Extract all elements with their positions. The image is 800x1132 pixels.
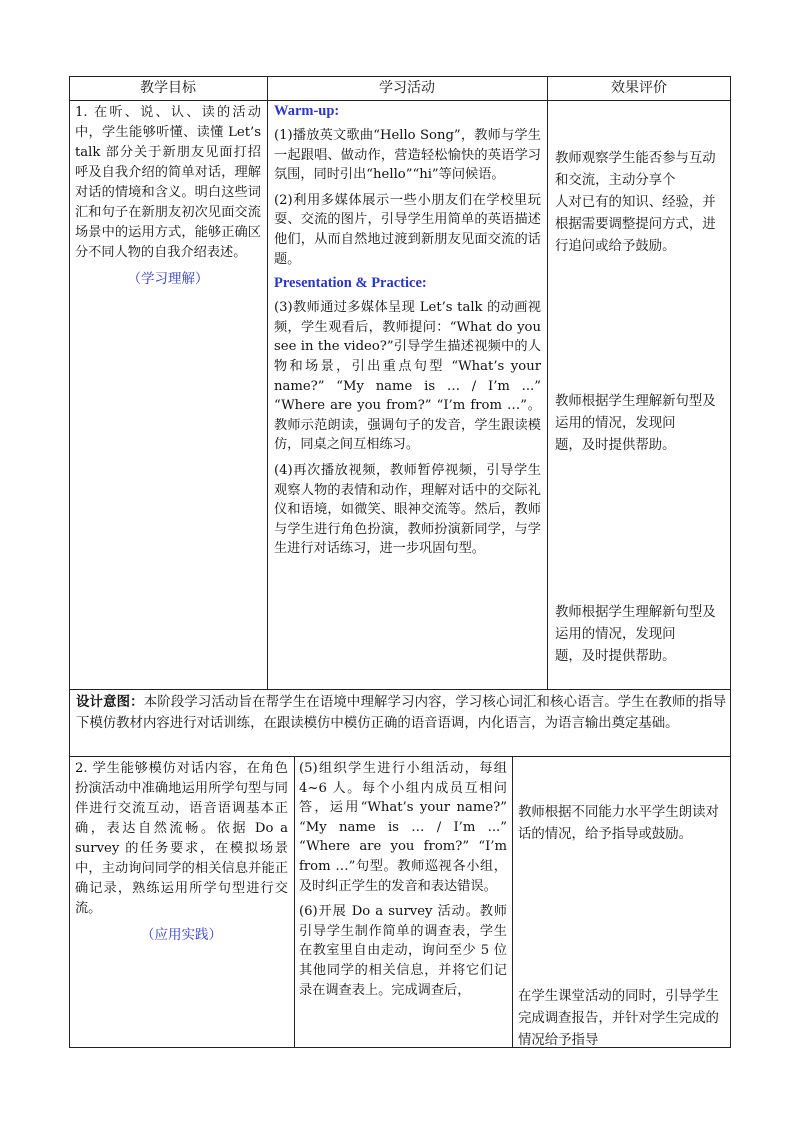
activity-1: (1)播放英文歌曲“Hello Song”，教师与学生一起跟唱、做动作，营造轻松愉快的英语学习氛围，同时引出“hello”“hi”等问候语。 (274, 128, 541, 183)
intent-bottom-rule (69, 756, 731, 757)
goal-1-text: 1. 在听、说、认、读的活动中，学生能够听懂、读懂 Let’s talk 部分关于新朋友见面打招呼及自我介绍的简单对话，理解对话的情境和含义。明白这些词汇和句子在新朋友初次见面交流场景中的运用方式，能够正确区分不同人物的自我介绍表述。 (75, 105, 261, 260)
col-divider-4 (512, 756, 513, 1048)
activity-2-cell (299, 759, 507, 1047)
header-activity: 学习活动 (379, 80, 435, 96)
header-evaluation: 效果评价 (611, 80, 667, 96)
evaluation-4-cell (518, 802, 726, 872)
col-divider-1 (267, 76, 268, 689)
design-intent (76, 692, 726, 734)
goal-2-cell (75, 759, 288, 959)
design-intent-text: 本阶段学习活动旨在帮学生在语境中理解学习内容，学习核心词汇和核心语言。学生在教师的指导下模仿教材内容进行对话训练，在跟读模仿中模仿正确的语音语调，内化语言，为语言输出奠定基础。 (76, 695, 726, 731)
header-goal: 教学目标 (140, 80, 196, 96)
evaluation-2b: 题，及时提供帮助。 (555, 438, 676, 453)
goal-1-cell (75, 103, 261, 343)
activity-1-cell (274, 103, 541, 687)
evaluation-1a: 教师观察学生能否参与互动和交流，主动分享个 (555, 151, 716, 188)
evaluation-1-cell (555, 148, 727, 298)
activity-4: (4)再次播放视频，教师暂停视频，引导学生观察人物的表情和动作，理解对话中的交际礼仪和语境，如微笑、眼神交流等。然后，教师与学生进行角色扮演，教师扮演新同学，与学生进行对话练习，进一步巩固句型。 (274, 462, 541, 557)
design-intent-cell (76, 692, 726, 755)
evaluation-4: 教师根据不同能力水平学生朗读对话的情况，给予指导或鼓励。 (518, 805, 719, 842)
design-intent-label: 设计意图： (76, 694, 144, 710)
evaluation-5-cell (518, 986, 726, 1048)
evaluation-3-cell (555, 602, 727, 692)
evaluation-3b: 题，及时提供帮助。 (555, 649, 676, 664)
col-divider-3 (294, 756, 295, 1048)
goal-1-tag: （学习理解） (127, 271, 209, 287)
col-divider-2 (547, 76, 548, 689)
activity-3: (3)教师通过多媒体呈现 Let’s talk 的动画视频，学生观看后，教师提问：“What do you see in the video?”引导学生描述视频中的人物和场景，引出重点句型 “What’s your name?” “My name is … / I’m ...” “Where are you from?” “I’m from …”。教师示范朗读，强调句子的发音，学生跟读模仿，同桌之间互相练习。 (274, 300, 541, 453)
evaluation-3a: 教师根据学生理解新句型及运用的情况，发现问 (555, 605, 716, 642)
evaluation-2-cell (555, 391, 727, 491)
evaluation-5: 在学生课堂活动的同时，引导学生完成调查报告，并针对学生完成的情况给予指导 (518, 989, 719, 1048)
header-rule (69, 100, 731, 101)
activity-5: (5)组织学生进行小组活动，每组 4~6 人。每个小组内成员互相问答，运用“What’s your name?” “My name is … / I’m ...” “Where are you from?” “I’m from …”句型。教师巡视各小组，及时纠正学生的发音和表达错误。 (299, 761, 507, 894)
evaluation-2a: 教师根据学生理解新句型及运用的情况，发现问 (555, 394, 716, 431)
activity-6: (6)开展 Do a survey 活动。教师引导学生制作简单的调查表，学生在教室里自由走动，询问至少 5 位其他同学的相关信息，并将它们记录在调查表上。完成调查后， (299, 904, 507, 998)
evaluation-1b: 人对已有的知识、经验，并根据需要调整提问方式，进行追问或给予鼓励。 (555, 195, 716, 254)
goal-2-tag: （应用实践） (141, 927, 222, 943)
warmup-heading: Warm-up: (274, 103, 340, 119)
presentation-heading: Presentation & Practice: (274, 275, 427, 292)
activity-2: (2)利用多媒体展示一些小朋友们在学校里玩耍、交流的图片，引导学生用简单的英语描述他们，从而自然地过渡到新朋友见面交流的话题。 (274, 192, 541, 267)
goal-2-text: 2. 学生能够模仿对话内容，在角色扮演活动中准确地运用所学句型与同伴进行交流互动，语音语调基本正确，表达自然流畅。依据 Do a survey 的任务要求，在模拟场景中，主动询问同学的相关信息并能正确记录，熟练运用所学句型进行交流。 (75, 761, 288, 916)
